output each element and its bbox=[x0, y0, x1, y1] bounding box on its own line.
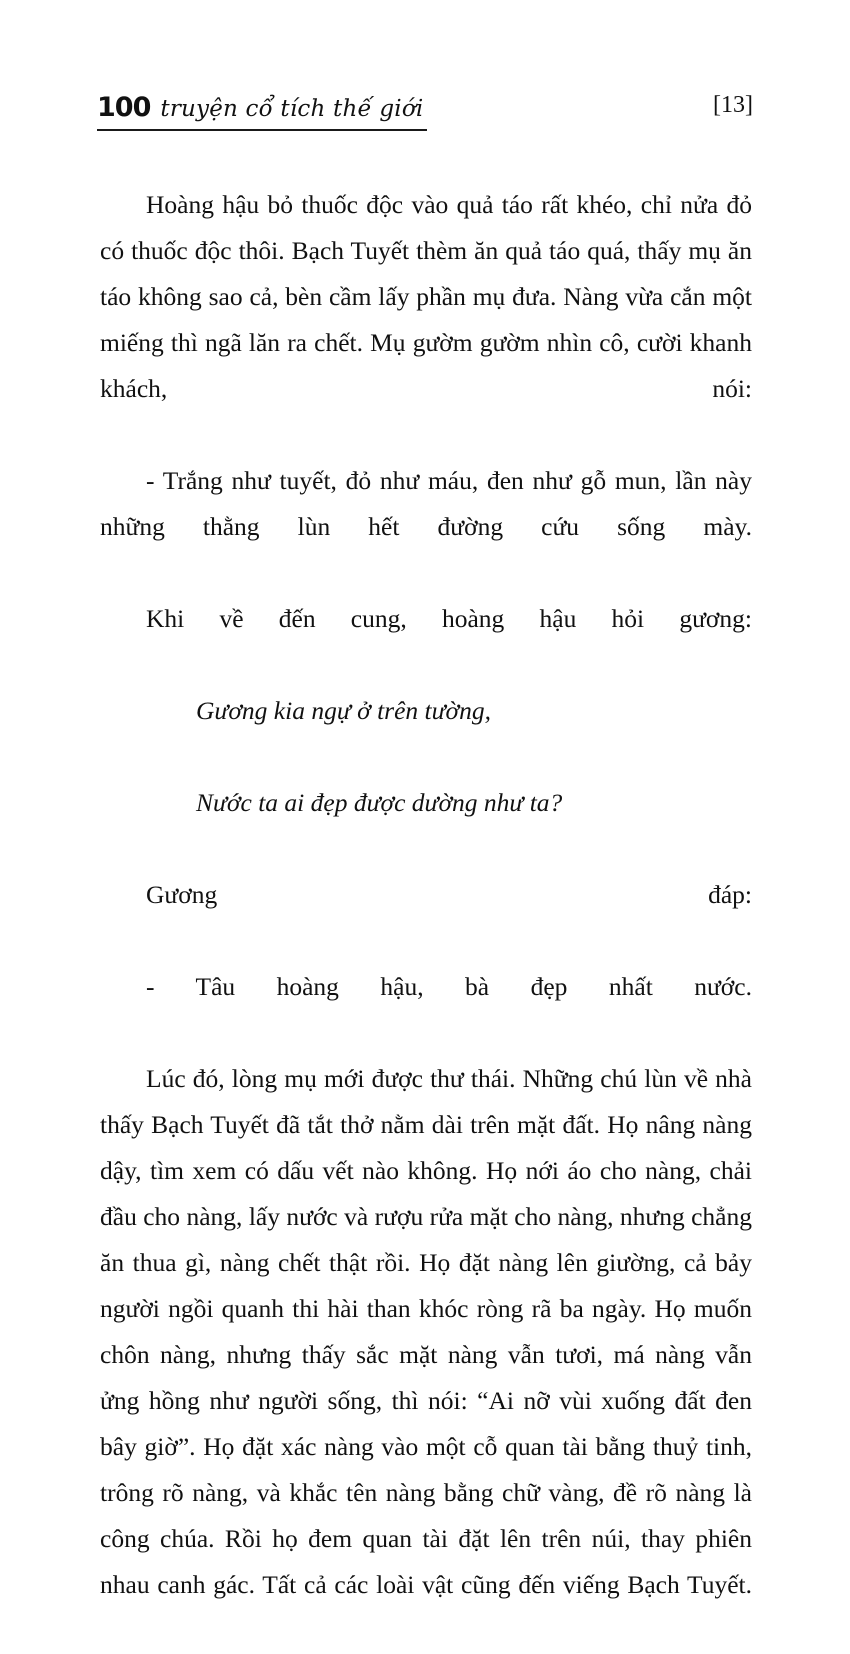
verse-line-1: Gương kia ngự ở trên tường, bbox=[196, 696, 492, 725]
page-header bbox=[97, 92, 753, 144]
paragraph-6: Lúc đó, lòng mụ mới được thư thái. Những chú lùn về nhà thấy Bạch Tuyết đã tắt thở nằm dài trên mặt đất. Họ nâng nàng dậy, tìm xem có dấu vết nào không. Họ nới áo cho nàng, chải đầu cho nàng, lấy nước và rượu rửa mặt cho nàng, nhưng chẳng ăn thua gì, nàng chết thật rồi. Họ đặt nàng lên giường, cả bảy người ngồi quanh thi hài than khóc ròng rã ba ngày. Họ muốn chôn nàng, nhưng thấy sắc mặt nàng vẫn tươi, má nàng vẫn ửng hồng như người sống, thì nói: “Ai nỡ vùi xuống đất đen bây giờ”. Họ đặt xác nàng vào một cỗ quan tài bằng thuỷ tinh, trông rõ nàng, và khắc tên nàng bằng chữ vàng, đề rõ nàng là công chúa. Rồi họ đem quan tài đặt lên trên núi, thay phiên nhau canh gác. Tất cả các loài vật cũng đến viếng Bạch Tuyết. bbox=[100, 1064, 752, 1599]
book-number: 100 bbox=[97, 92, 151, 123]
paragraph-4: Gương đáp: bbox=[146, 880, 752, 909]
paragraph-5: - Tâu hoàng hậu, bà đẹp nhất nước. bbox=[146, 972, 752, 1001]
verse-line-2: Nước ta ai đẹp được dường như ta? bbox=[196, 788, 563, 817]
book-title: truyện cổ tích thế giới bbox=[160, 96, 424, 122]
page-number: [13] bbox=[713, 92, 753, 118]
page-body bbox=[100, 182, 752, 1654]
paragraph-3: Khi về đến cung, hoàng hậu hỏi gương: bbox=[146, 604, 752, 633]
paragraph-1: Hoàng hậu bỏ thuốc độc vào quả táo rất khéo, chỉ nửa đỏ có thuốc độc thôi. Bạch Tuyết thèm ăn quả táo quá, thấy mụ ăn táo không sao cả, bèn cầm lấy phần mụ đưa. Nàng vừa cắn một miếng thì ngã lăn ra chết. Mụ gườm gườm nhìn cô, cười khanh khách, nói: bbox=[100, 190, 752, 403]
paragraph-2: - Trắng như tuyết, đỏ như máu, đen như gỗ mun, lần này những thằng lùn hết đường cứu sống mày. bbox=[100, 466, 752, 541]
book-title-block bbox=[97, 92, 427, 131]
